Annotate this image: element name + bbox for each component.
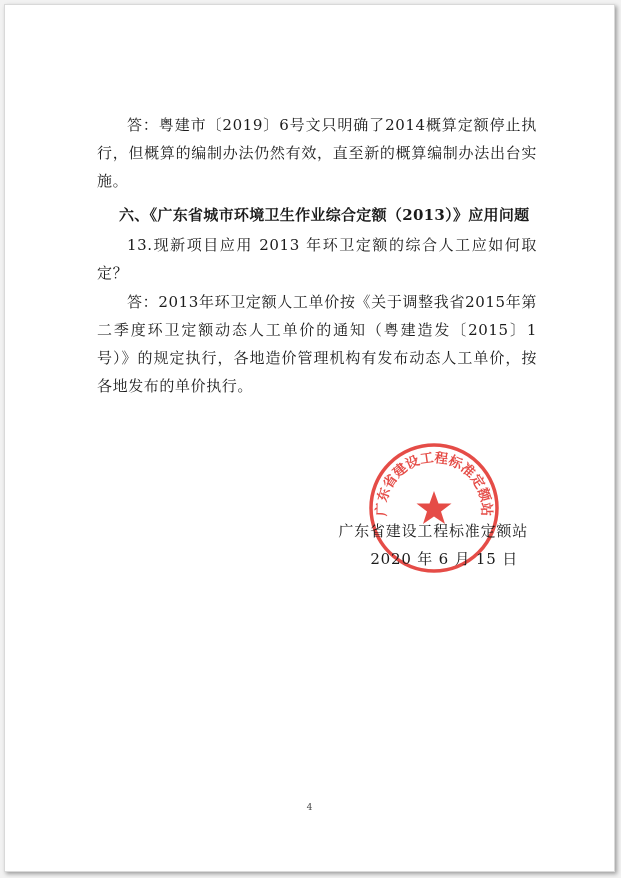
seal-text: 广东省建设工程标准定额站: [373, 449, 495, 517]
document-page: [4, 4, 615, 872]
signature-block: [338, 517, 528, 573]
question-13: 13.现新项目应用 2013 年环卫定额的综合人工应如何取定？: [97, 236, 537, 282]
answer-paragraph-2: 答：2013年环卫定额人工单价按《关于调整我省2015年第二季度环卫定额动态人工单价的通知（粤建造发〔2015〕1号）》的规定执行，各地造价管理机构有发布动态人工单价，按各地发布的单价执行。: [97, 293, 537, 395]
section-heading: 六、《广东省城市环境卫生作业综合定额（2013）》应用问题: [119, 206, 530, 224]
answer-paragraph-1: 答：粤建市〔2019〕6号文只明确了2014概算定额停止执行，但概算的编制办法仍然有效，直至新的概算编制办法出台实施。: [97, 116, 537, 190]
signature-date: 2020 年 6 月 15 日: [370, 550, 518, 568]
signature-organization: 广东省建设工程标准定额站: [338, 522, 528, 540]
page-number: 4: [306, 803, 313, 813]
